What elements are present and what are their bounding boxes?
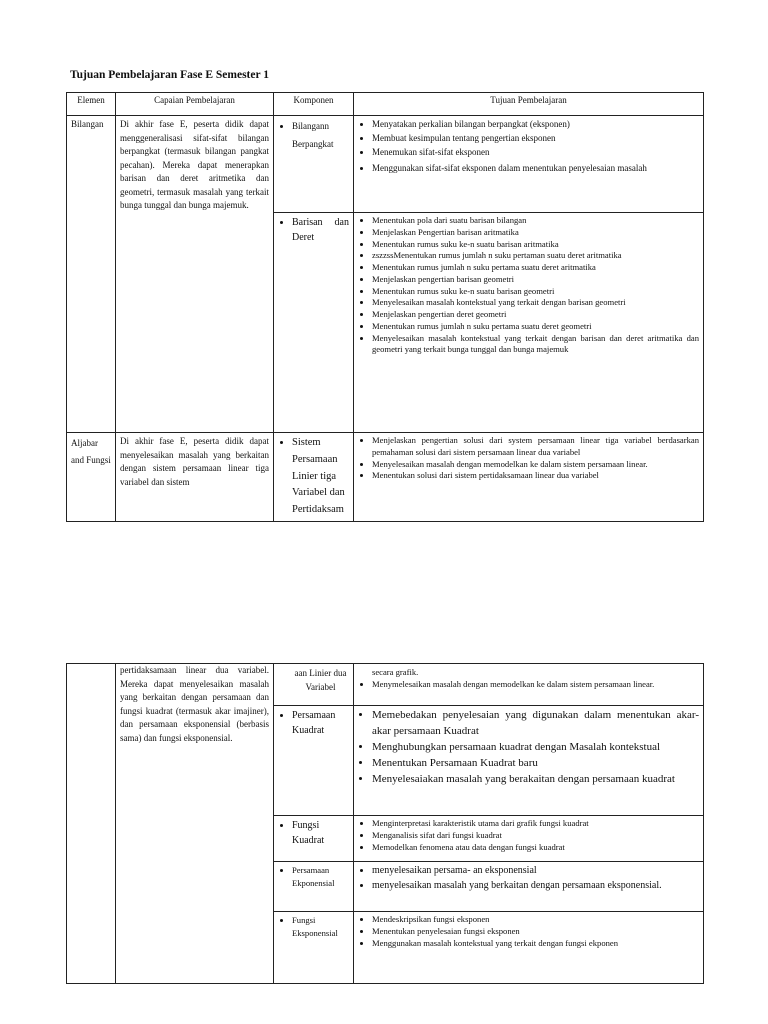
header-komponen: Komponen [274,93,354,116]
tujuan-list [358,435,699,482]
list-item: • Menentukan solusi dari sistem pertidaksamaan linear dua variabel [372,470,699,482]
list-item: • Menentukan rumus jumlah n suku pertama suatu deret aritmatika [372,262,699,274]
list-item: • menyelesaikan persama- an eksponensial [372,864,699,879]
list-item: • Menentukan rumus suku ke-n suatu barisan aritmatika [372,239,699,251]
header-capaian: Capaian Pembelajaran [116,93,274,116]
list-item: • Menentukan rumus suku ke-n suatu barisan geometri [372,286,699,298]
list-item: • Menganalisis sifat dari fungsi kuadrat [372,830,699,842]
tujuan-list [358,818,699,853]
tujuan-list [358,118,699,177]
tujuan-cell [354,433,704,522]
tujuan-list [358,864,699,893]
capaian-cell: pertidaksamaan linear dua variabel. Mereka dapat menyelesaikan masalah yang berkaitan dengan persamaan dan fungsi kuadrat (termasuk akar imajiner), dan persamaan eksponensial (berbasis sama) dan fungsi eksponensial. [116,664,274,984]
tujuan-list [358,708,699,788]
komponen-cell [274,116,354,213]
list-item: • Menjelaskan pengertian deret geometri [372,309,699,321]
list-item: • Menjelaskan pengertian solusi dari system persamaan linear tiga variabel berdasarkan pemahaman solusi dari sistem persamaan linear dua variabel [372,435,699,459]
list-item: • Menymelesaikan masalah dengan memodelkan ke dalam sistem persamaan linear. [372,679,699,691]
tujuan-cell [354,116,704,213]
tujuan-cell [354,664,704,706]
komponen-label: • Fungsi Eksponensial [292,914,349,940]
list-item: • Memodelkan fenomena atau data dengan fungsi kuadrat [372,842,699,854]
tujuan-cell [354,862,704,912]
list-item: • menyelesaikan masalah yang berkaitan dengan persamaan eksponensial. [372,879,699,894]
komponen-cell [274,862,354,912]
list-item: • Menggunakan masalah kontekstual yang terkait dengan fungsi ekponen [372,938,699,950]
header-tujuan: Tujuan Pembelajaran [354,93,704,116]
komponen-label: • Barisan dan Deret [292,215,349,245]
list-item: • Menemukan sifat-sifat eksponen [372,146,699,160]
tujuan-continuation: secara grafik. [372,667,419,677]
table-row [67,116,704,213]
list-item: • Memebedakan penyelesaian yang digunakan dalam menentukan akar-akar persamaan Kuadrat [372,708,699,740]
list-item: • Menghubungkan persamaan kuadrat dengan Masalah kontekstual [372,740,699,756]
list-item: • Menentukan Persamaan Kuadrat baru [372,756,699,772]
komponen-label: • Persamaan Ekponensial [292,864,349,890]
komponen-cell [274,912,354,984]
list-item: • Membuat kesimpulan tentang pengertian eksponen [372,132,699,146]
tujuan-cell [354,213,704,433]
list-item: • Menyelesaikan masalah kontekstual yang terkait dengan barisan dan deret aritmatika dan geometri yang terkait bunga tunggal dan bunga majemuk [372,333,699,357]
komponen-label: • Fungsi Kuadrat [292,818,349,848]
tujuan-cell [354,912,704,984]
list-item: • Menentukan pola dari suatu barisan bilangan [372,215,699,227]
list-item: • zszzssMenentukan rumus jumlah n suku pertaman suatu deret aritmatika [372,250,699,262]
tujuan-list [358,215,699,356]
list-item: • Menggunakan sifat-sifat eksponen dalam menentukan penyelesaian masalah [372,160,699,178]
komponen-label: • Bilangann Berpangkat [292,118,349,153]
tujuan-cell [354,706,704,816]
komponen-cell [274,664,354,706]
list-item: • Menentukan rumus jumlah n suku pertama suatu deret geometri [372,321,699,333]
list-item: • Menyatakan perkalian bilangan berpangkat (eksponen) [372,118,699,132]
komponen-cell [274,433,354,522]
document-title: Tujuan Pembelajaran Fase E Semester 1 [70,69,270,81]
tujuan-cell [354,816,704,862]
komponen-cell [274,816,354,862]
list-item: • Menjelaskan pengertian barisan geometri [372,274,699,286]
tujuan-list [358,679,699,691]
table-row [67,433,704,522]
table-header-row [67,93,704,116]
list-item: • Menentukan penyelesaian fungsi eksponen [372,926,699,938]
list-item: • Menjelaskan Pengertian barisan aritmatika [372,227,699,239]
list-item: • Menyelesaiakan masalah yang berakaitan dengan persamaan kuadrat [372,772,699,788]
komponen-cell [274,706,354,816]
table-row [67,664,704,706]
elemen-cell: Aljabar and Fungsi [67,433,116,522]
tujuan-list [358,914,699,949]
list-item: • Menginterpretasi karakteristik utama dari grafik fungsi kuadrat [372,818,699,830]
capaian-cell: Di akhir fase E, peserta didik dapat menggeneralisasi sifat-sifat bilangan berpangkat (termasuk bilangan pangkat pecahan). Mereka dapat menerapkan barisan dan deret aritmetika dan geometri, termasuk masalah yang terkait bunga tunggal dan bunga majemuk. [116,116,274,433]
learning-objectives-table-page2 [66,663,704,984]
komponen-label: aan Linier dua Variabel [294,668,347,693]
komponen-label: • Persamaan Kuadrat [292,708,349,738]
list-item: • Menyelesaikan masalah dengan memodelkan ke dalam sistem persamaan linear. [372,459,699,471]
komponen-cell [274,213,354,433]
elemen-cell: Bilangan [67,116,116,433]
capaian-cell: Di akhir fase E, peserta didik dapat menyelesaikan masalah yang berkaitan dengan sistem persamaan linear tiga variabel dan sistem [116,433,274,522]
list-item: • Menyelesaikan masalah kontekstual yang terkait dengan barisan geometri [372,297,699,309]
list-item: • Mendeskripsikan fungsi eksponen [372,914,699,926]
learning-objectives-table-page1 [66,92,704,522]
elemen-cell [67,664,116,984]
header-elemen: Elemen [67,93,116,116]
komponen-label: • Sistem Persamaan Linier tiga Variabel dan Pertidaksam [292,435,349,519]
